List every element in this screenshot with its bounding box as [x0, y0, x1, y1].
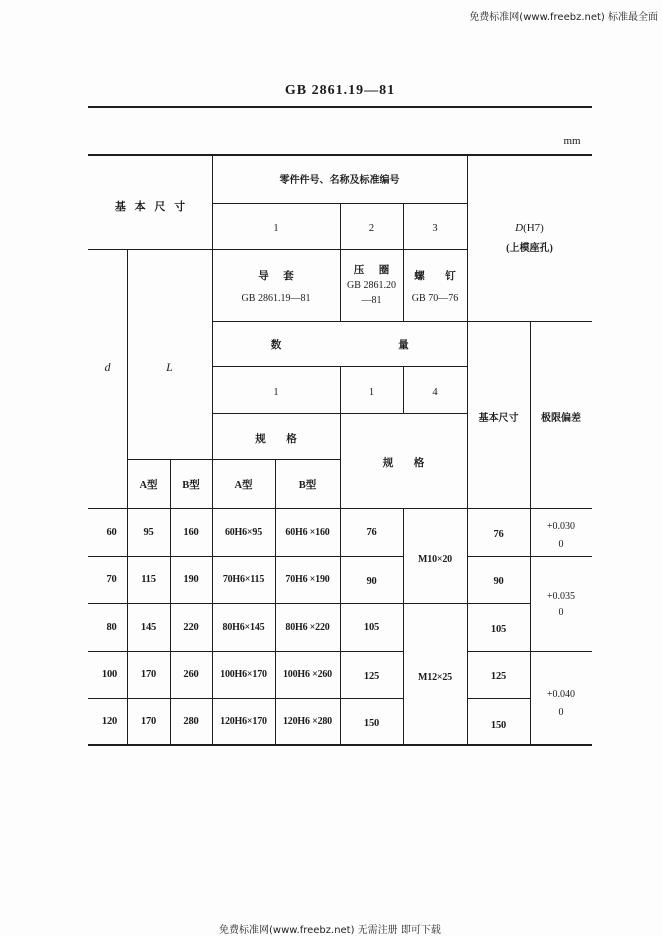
header-L: L — [166, 359, 173, 374]
header-hole-basic-size: 基本尺寸 — [478, 413, 519, 424]
cell-screw-spec: M10×20 — [418, 554, 452, 565]
unit-label: mm — [563, 134, 581, 147]
cell-L-B: 260 — [183, 669, 199, 680]
cell-hole-size: 90 — [493, 576, 504, 587]
cell-L-A: 170 — [140, 716, 157, 727]
part-standard: GB 70—76 — [411, 292, 459, 304]
header-quantity-char-2: 量 — [398, 340, 409, 351]
cell-L-B: 160 — [183, 526, 199, 538]
cell-ring: 90 — [366, 576, 377, 587]
cell-L-B: 190 — [183, 574, 199, 585]
cell-L-B: 220 — [183, 621, 199, 633]
cell-guide-B: 120H6 ×280 — [283, 716, 332, 727]
cell-guide-A: 70H6×115 — [222, 574, 265, 585]
tolerance-lower: 0 — [558, 538, 564, 550]
tolerance-lower: 0 — [558, 706, 564, 718]
tolerance-upper: +0.040 — [546, 688, 576, 700]
header-quantity-char-1: 数 — [270, 340, 282, 351]
rule-top — [88, 106, 592, 108]
header-part-no-3: 3 — [432, 222, 438, 234]
cell-hole-size: 105 — [490, 623, 507, 635]
header-type-guide-B: B型 — [298, 480, 317, 491]
cell-hole-size: 125 — [490, 671, 507, 682]
header-hole-tolerance: 极限偏差 — [541, 413, 581, 424]
header-part-no-1: 1 — [273, 222, 279, 234]
header-spec-guide: 规 格 — [255, 433, 297, 445]
part-name: 导 套 — [258, 270, 294, 282]
cell-L-A: 115 — [141, 574, 156, 585]
cell-tolerance — [530, 511, 592, 559]
cell-guide-A: 120H6×170 — [220, 716, 267, 727]
cell-guide-B: 100H6 ×260 — [283, 669, 332, 680]
cell-L-A: 95 — [143, 526, 154, 538]
cell-L-B: 280 — [183, 716, 199, 727]
cell-ring: 125 — [363, 671, 380, 682]
cell-hole-size: 76 — [493, 528, 504, 540]
cell-tolerance — [530, 557, 592, 652]
header-part-pressure-ring — [340, 249, 403, 321]
cell-d: 60 — [106, 526, 117, 538]
hole-note: (上模座孔) — [506, 242, 553, 254]
header-basic-size: 基 本 尺 寸 — [114, 200, 186, 213]
cell-L-A: 145 — [140, 621, 157, 633]
header-quantity-2: 1 — [368, 387, 375, 398]
hole-symbol-letter: D — [515, 221, 524, 234]
hole-fit: (H7) — [523, 221, 544, 234]
header-part-screw — [403, 251, 467, 323]
cell-d: 80 — [106, 621, 117, 633]
cell-d: 120 — [101, 716, 118, 727]
header-type-L-A: A型 — [139, 480, 158, 491]
header-quantity-1: 1 — [273, 387, 279, 398]
header-spec-ring-screw: 规 格 — [382, 458, 425, 469]
standard-number: GB 2861.19—81 — [284, 82, 396, 98]
header-part-no-2: 2 — [368, 222, 375, 234]
tolerance-upper: +0.030 — [546, 520, 576, 532]
cell-d: 70 — [106, 574, 117, 585]
part-standard: —81 — [361, 294, 382, 306]
cell-screw-spec: M12×25 — [418, 671, 452, 683]
cell-guide-A: 60H6×95 — [224, 526, 263, 538]
header-watermark: 免费标准网(www.freebz.net) 标准最全面 — [469, 12, 658, 23]
cell-d: 100 — [101, 669, 118, 680]
cell-guide-A: 100H6×170 — [220, 669, 267, 680]
header-quantity-3: 4 — [432, 387, 438, 398]
part-name: 螺 钉 — [414, 270, 456, 282]
footer-watermark: 免费标准网(www.freebz.net) 无需注册 即可下载 — [219, 925, 441, 936]
part-name: 压 圈 — [353, 264, 390, 276]
tolerance-upper: +0.035 — [546, 591, 576, 602]
cell-guide-A: 80H6×145 — [222, 621, 265, 633]
hole-symbol — [515, 222, 544, 235]
cell-L-A: 170 — [140, 669, 157, 680]
header-part-guide-sleeve — [212, 251, 340, 323]
tolerance-lower: 0 — [558, 607, 564, 618]
cell-hole-size: 150 — [490, 720, 507, 731]
cell-tolerance — [530, 656, 592, 750]
part-standard: GB 2861.19—81 — [241, 292, 311, 304]
cell-ring: 105 — [363, 621, 380, 633]
cell-guide-B: 80H6 ×220 — [285, 621, 330, 633]
header-parts-title: 零件件号、名称及标准编号 — [279, 174, 400, 186]
cell-guide-B: 70H6 ×190 — [285, 574, 330, 585]
cell-ring: 76 — [366, 526, 377, 538]
cell-guide-B: 60H6 ×160 — [285, 526, 330, 538]
header-type-guide-A: A型 — [234, 480, 253, 491]
header-type-L-B: B型 — [182, 480, 200, 491]
cell-ring: 150 — [363, 718, 380, 729]
part-standard: GB 2861.20 — [347, 279, 396, 291]
header-d: d — [104, 359, 111, 374]
header-hole — [467, 155, 592, 321]
